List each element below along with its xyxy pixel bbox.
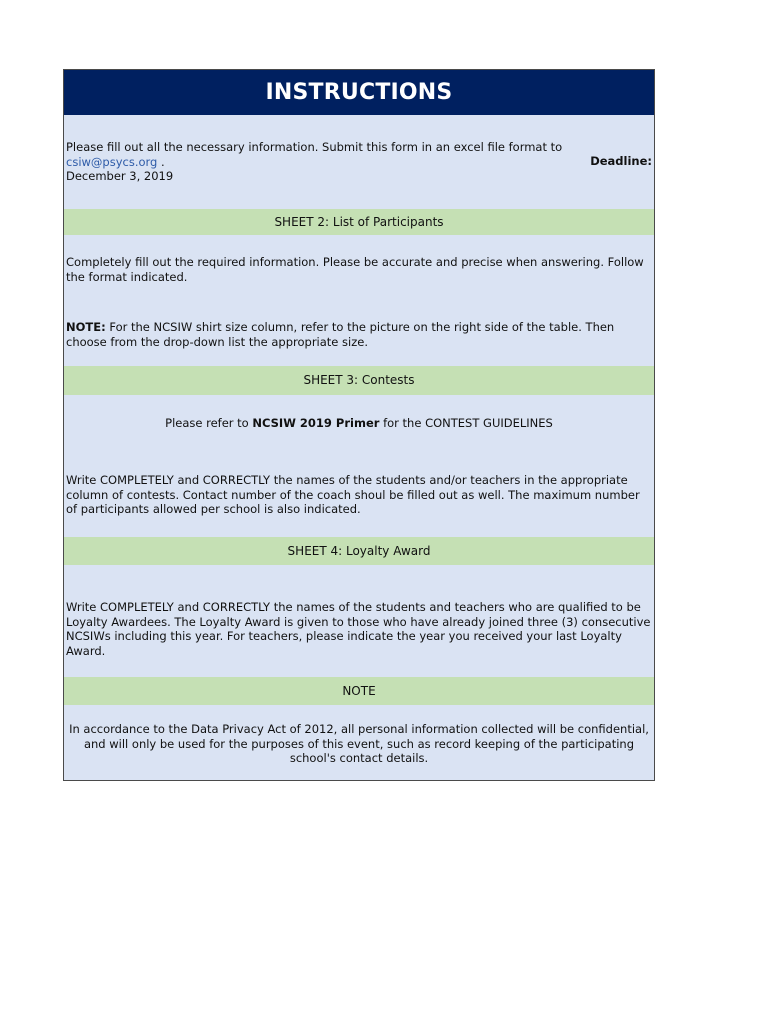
section-header-sheet4: SHEET 4: Loyalty Award [64,537,654,565]
sheet4-paragraph: Write COMPLETELY and CORRECTLY the names of the students and teachers who are qualified to be Loyalty Awardees. The Loyalty Award is given to those who have already joined three (3) consecutive NCSIWs including this year. For teachers, please indicate the year you received your last Loyalty Award. [66,600,651,658]
email-link[interactable]: csiw@psycs.org [66,154,158,169]
sheet2-paragraph: Completely fill out the required information. Please be accurate and precise when answering. Follow the format indicated. [66,255,644,284]
note-paragraph: In accordance to the Data Privacy Act of 2012, all personal information collected will be confidential, and will only be used for the purposes of this event, such as record keeping of the participating school's contact details. [69,722,649,765]
primer-reference: NCSIW 2019 Primer [252,416,380,430]
instructions-sheet [63,69,655,781]
section-header-note: NOTE [64,677,654,705]
sheet3-paragraph: Write COMPLETELY and CORRECTLY the names of the students and/or teachers in the appropriate column of contests. Contact number of the coach shoul be filled out as well. The maximum number of participants allowed per school is also indicated. [66,473,640,516]
sheet2-note-text: For the NCSIW shirt size column, refer to the picture on the right side of the table. Then choose from the drop-down list the appropriate size. [66,320,615,349]
intro-text: Please fill out all the necessary information. Submit this form in an excel file format to [66,140,563,154]
deadline-date: December 3, 2019 [66,169,174,183]
deadline-label [66,154,652,169]
sheet2-note-label: NOTE: [66,320,106,334]
sheet3-refer-after: for the CONTEST GUIDELINES [383,416,553,430]
intro-text-end: . [161,154,165,169]
sheet2-note [66,320,652,349]
deadline-label-text: Deadline: [590,154,652,168]
section-header-sheet2: SHEET 2: List of Participants [64,209,654,235]
sheet3-refer [66,416,652,431]
page-title: INSTRUCTIONS [64,70,654,115]
sheet3-refer-before: Please refer to [165,416,249,430]
section-header-sheet3: SHEET 3: Contests [64,366,654,395]
